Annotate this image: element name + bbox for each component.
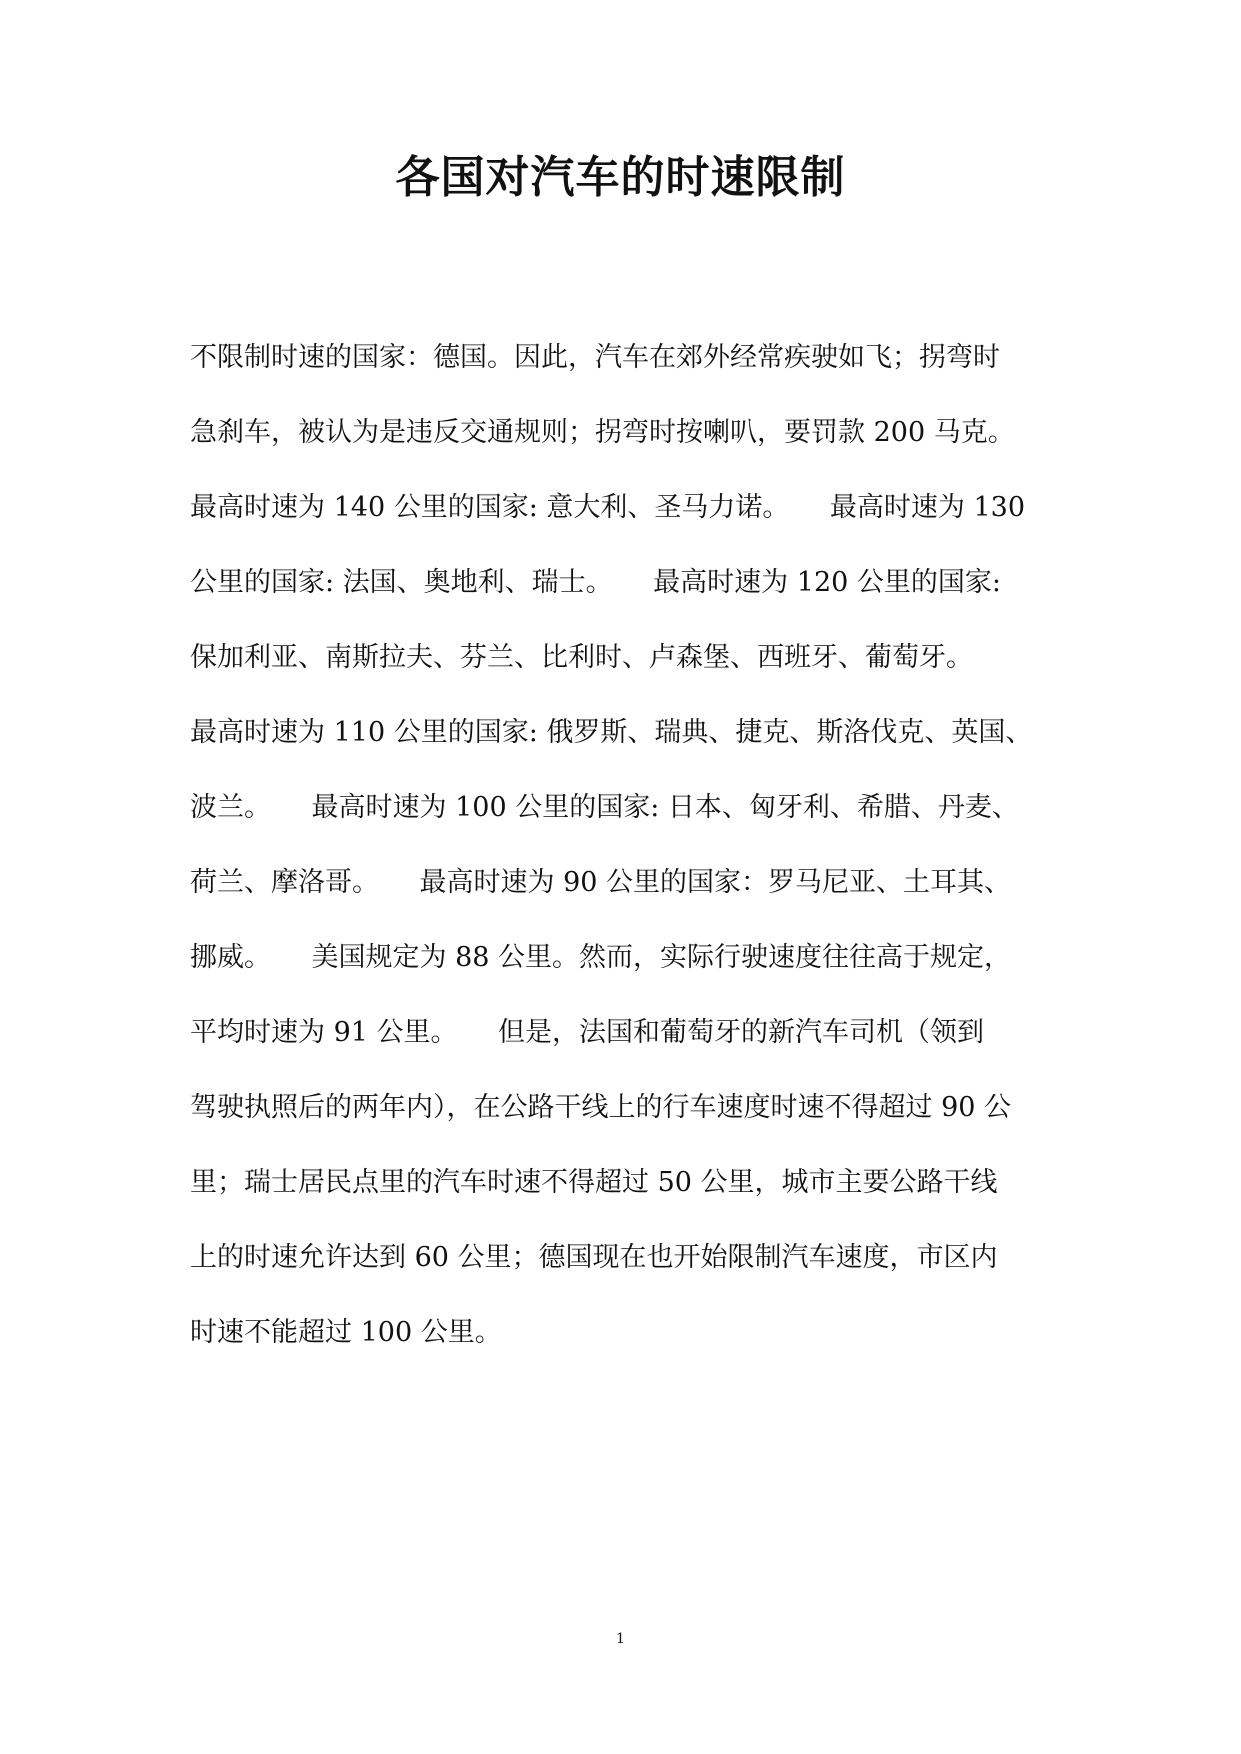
text-line: 保加利亚、南斯拉夫、芬兰、比利时、卢森堡、西班牙、葡萄牙。 (190, 642, 973, 673)
text-line: 挪威。 美国规定为 88 公里。然而，实际行驶速度往往高于规定， (190, 942, 1012, 973)
page-number: 1 (616, 1631, 625, 1647)
text-line: 急刹车，被认为是违反交通规则；拐弯时按喇叭，要罚款 200 马克。 (190, 417, 1015, 448)
text-line: 驾驶执照后的两年内），在公路干线上的行车速度时速不得超过 90 公 (190, 1092, 1012, 1123)
text-line: 波兰。 最高时速为 100 公里的国家: 日本、匈牙利、希腊、丹麦、 (190, 792, 1019, 823)
text-line: 公里的国家: 法国、奥地利、瑞士。 最高时速为 120 公里的国家: (190, 567, 1001, 598)
page-title: 各国对汽车的时速限制 (395, 152, 846, 203)
text-line: 时速不能超过 100 公里。 (190, 1317, 502, 1348)
text-line: 最高时速为 110 公里的国家: 俄罗斯、瑞典、捷克、斯洛伐克、英国、 (190, 717, 1033, 748)
text-line: 最高时速为 140 公里的国家: 意大利、圣马力诺。 最高时速为 130 (190, 492, 1025, 523)
text-line: 上的时速允许达到 60 公里；德国现在也开始限制汽车速度，市区内 (190, 1242, 998, 1273)
text-line: 里；瑞士居民点里的汽车时速不得超过 50 公里，城市主要公路干线 (190, 1167, 998, 1198)
text-line: 不限制时速的国家：德国。因此，汽车在郊外经常疾驶如飞；拐弯时 (190, 342, 1000, 373)
text-line: 荷兰、摩洛哥。 最高时速为 90 公里的国家：罗马尼亚、土耳其、 (190, 867, 1012, 898)
body-paragraph (190, 320, 1060, 1370)
text-line: 平均时速为 91 公里。 但是，法国和葡萄牙的新汽车司机（领到 (190, 1017, 985, 1048)
